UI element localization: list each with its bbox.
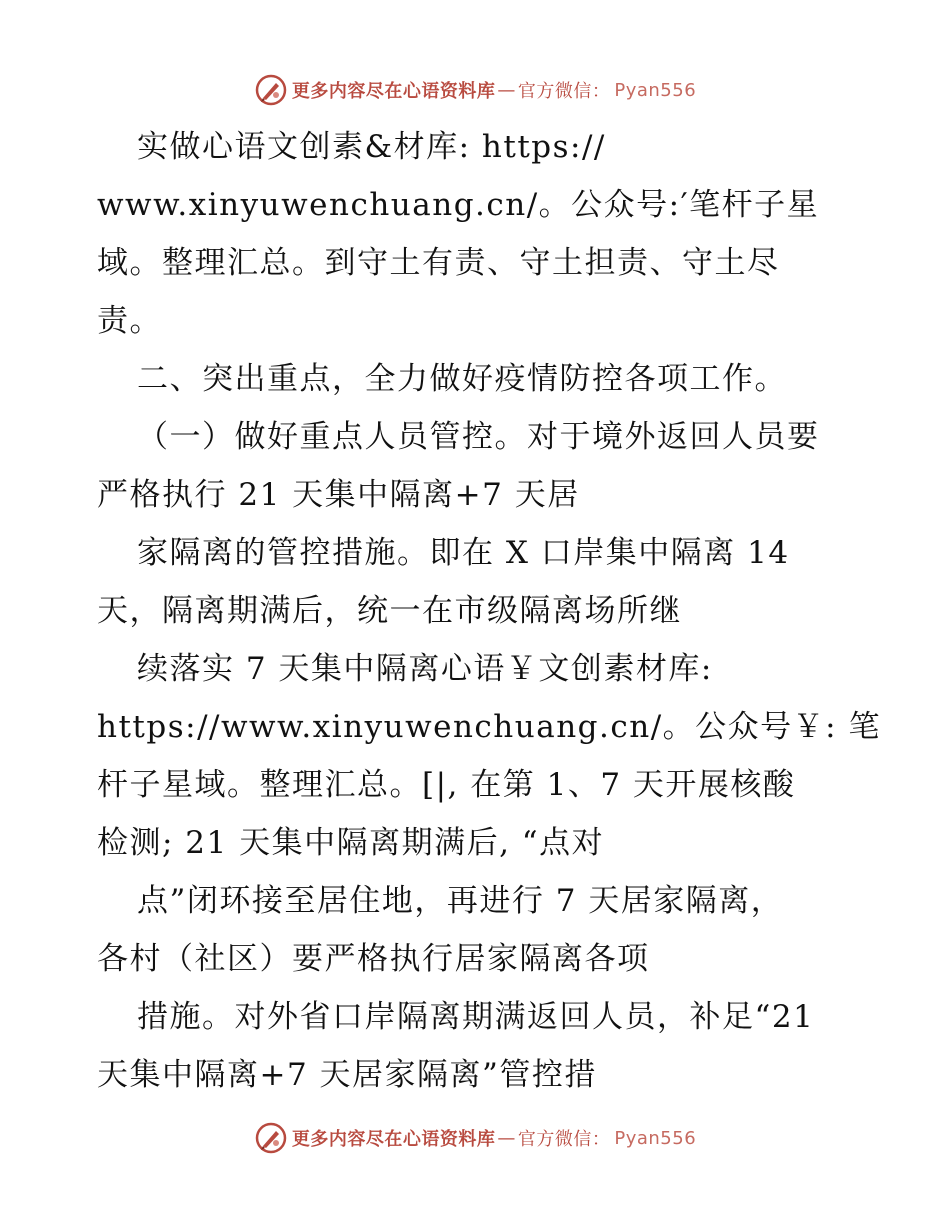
footer-dash: — [497, 1127, 516, 1149]
header-promo-text: 更多内容尽在心语资料库 [291, 81, 496, 102]
pen-logo-icon [254, 1121, 288, 1155]
body-line: 点”闭环接至居住地，再进行 7 天居家隔离， [137, 883, 784, 919]
body-line: 措施。对外省口岸隔离期满返回人员，补足“21 [137, 999, 815, 1035]
footer-promo-text: 更多内容尽在心语资料库 [291, 1129, 496, 1150]
body-line: www.xinyuwenchuang.cn/。公众号:′笔杆子星 [97, 187, 820, 223]
body-line: 天集中隔离+7 天居家隔离”管控措 [97, 1057, 597, 1093]
document-body [97, 118, 881, 1104]
body-line: 严格执行 21 天集中隔离+7 天居 [97, 477, 580, 513]
header-banner [0, 70, 950, 110]
footer-wechat-id: Pyan556 [614, 1127, 697, 1149]
body-line: （一）做好重点人员管控。对于境外返回人员要 [137, 419, 820, 455]
body-line: 家隔离的管控措施。即在 X 口岸集中隔离 14 [137, 535, 790, 571]
section-heading: 二、突出重点，全力做好疫情防控各项工作。 [137, 361, 787, 397]
pen-logo-icon [254, 73, 288, 107]
body-line: https://www.xinyuwenchuang.cn/。公众号￥: 笔 [97, 709, 881, 745]
footer-banner [0, 1118, 950, 1158]
body-line: 杆子星域。整理汇总。[|, 在第 1、7 天开展核酸 [97, 767, 796, 803]
body-line: 域。整理汇总。到守土有责、守土担责、守土尽 [97, 245, 780, 281]
body-line: 各村（社区）要严格执行居家隔离各项 [97, 941, 650, 977]
body-line: 检测; 21 天集中隔离期满后, “点对 [97, 825, 605, 861]
header-dash: — [497, 79, 516, 101]
header-official-label: 官方微信： [517, 81, 611, 102]
body-line: 天，隔离期满后，统一在市级隔离场所继 [97, 593, 682, 629]
footer-official-label: 官方微信： [517, 1129, 611, 1150]
body-line: 实做心语文创素&材库: https:// [137, 129, 606, 165]
header-wechat-id: Pyan556 [614, 79, 697, 101]
body-line: 续落实 7 天集中隔离心语￥文创素材库: [137, 651, 713, 687]
body-line: 责。 [97, 303, 162, 339]
